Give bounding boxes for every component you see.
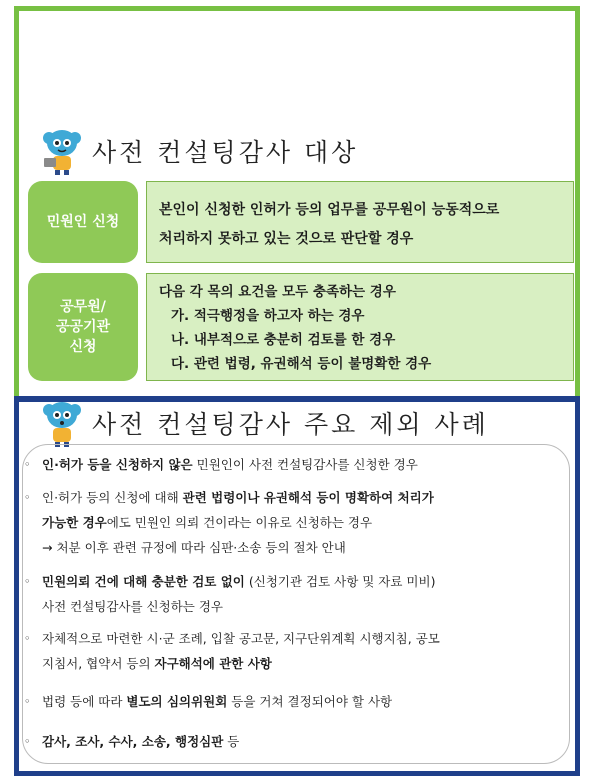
bold-text: 관련 법령이나 유권해석 등이 명확하여 처리가	[182, 490, 434, 505]
bullet-icon: ◦	[24, 458, 31, 471]
list-item	[24, 452, 544, 477]
item-text: 등	[223, 734, 240, 749]
desc-sub-item: 다. 관련 법령, 유권해석 등이 불명확한 경우	[171, 356, 432, 372]
bold-text: 가능한 경우	[42, 515, 107, 530]
desc-line: 처리하지 못하고 있는 것으로 판단할 경우	[159, 231, 414, 247]
bold-text: 감사, 조사, 수사, 소송, 행정심판	[42, 734, 224, 749]
section2-heading	[40, 398, 489, 448]
label-official-applicant	[28, 273, 138, 381]
item-text: 법령 등에 따라	[42, 694, 127, 709]
item-text: (신청기관 검토 사항 및 자료 미비)	[244, 574, 436, 589]
bullet-icon: ◦	[24, 575, 31, 588]
bullet-icon: ◦	[24, 632, 31, 645]
desc-sub-item: 나. 내부적으로 충분히 검토를 한 경우	[171, 332, 396, 348]
description-official-applicant	[146, 273, 574, 381]
item-text: 에도 민원인 의뢰 건이라는 이유로 신청하는 경우	[106, 515, 373, 530]
desc-line: 본인이 신청한 인허가 등의 업무를 공무원이 능동적으로	[159, 202, 500, 218]
label-line: 공무원/	[60, 299, 106, 315]
item-text: 지침서, 협약서 등의	[42, 656, 155, 671]
bold-text: 인·허가 등을 신청하지 않은	[42, 457, 193, 472]
bullet-icon: ◦	[24, 695, 31, 708]
bold-text: 민원의뢰 건에 대해 충분한 검토 없이	[42, 574, 245, 589]
item-text: 인·허가 등의 신청에 대해	[42, 490, 183, 505]
list-item	[24, 626, 544, 676]
item-note: → 처분 이후 관련 규정에 따라 심판·소송 등의 절차 안내	[42, 540, 346, 555]
label-line: 민원인 신청	[46, 214, 120, 230]
section2-title: 사전 컨설팅감사 주요 제외 사례	[92, 410, 489, 439]
list-item	[24, 485, 544, 560]
description-civil-applicant	[146, 181, 574, 263]
list-item	[24, 729, 544, 754]
item-text: 사전 컨설팅감사를 신청하는 경우	[42, 599, 223, 614]
bullet-icon: ◦	[24, 735, 31, 748]
character-mascot-icon	[40, 398, 84, 448]
list-item	[24, 569, 544, 619]
item-text: 민원인이 사전 컨설팅감사를 신청한 경우	[192, 457, 418, 472]
desc-lead: 다음 각 목의 요건을 모두 충족하는 경우	[159, 284, 396, 300]
label-civil-applicant	[28, 181, 138, 263]
bold-text: 별도의 심의위원회	[126, 694, 228, 709]
label-line: 공공기관	[55, 319, 111, 335]
label-line: 신청	[69, 339, 97, 355]
character-mascot-icon	[40, 126, 84, 176]
item-text: 자체적으로 마련한 시·군 조례, 입찰 공고문, 지구단위계획 시행지침, 공모	[42, 631, 440, 646]
section1-heading	[40, 126, 358, 176]
desc-sub-item: 가. 적극행정을 하고자 하는 경우	[171, 308, 365, 324]
bold-text: 자구해석에 관한 사항	[154, 656, 272, 671]
item-text: 등을 거쳐 결정되어야 할 사항	[227, 694, 393, 709]
bullet-icon: ◦	[24, 491, 31, 504]
list-item	[24, 689, 544, 714]
section1-title: 사전 컨설팅감사 대상	[92, 138, 359, 167]
